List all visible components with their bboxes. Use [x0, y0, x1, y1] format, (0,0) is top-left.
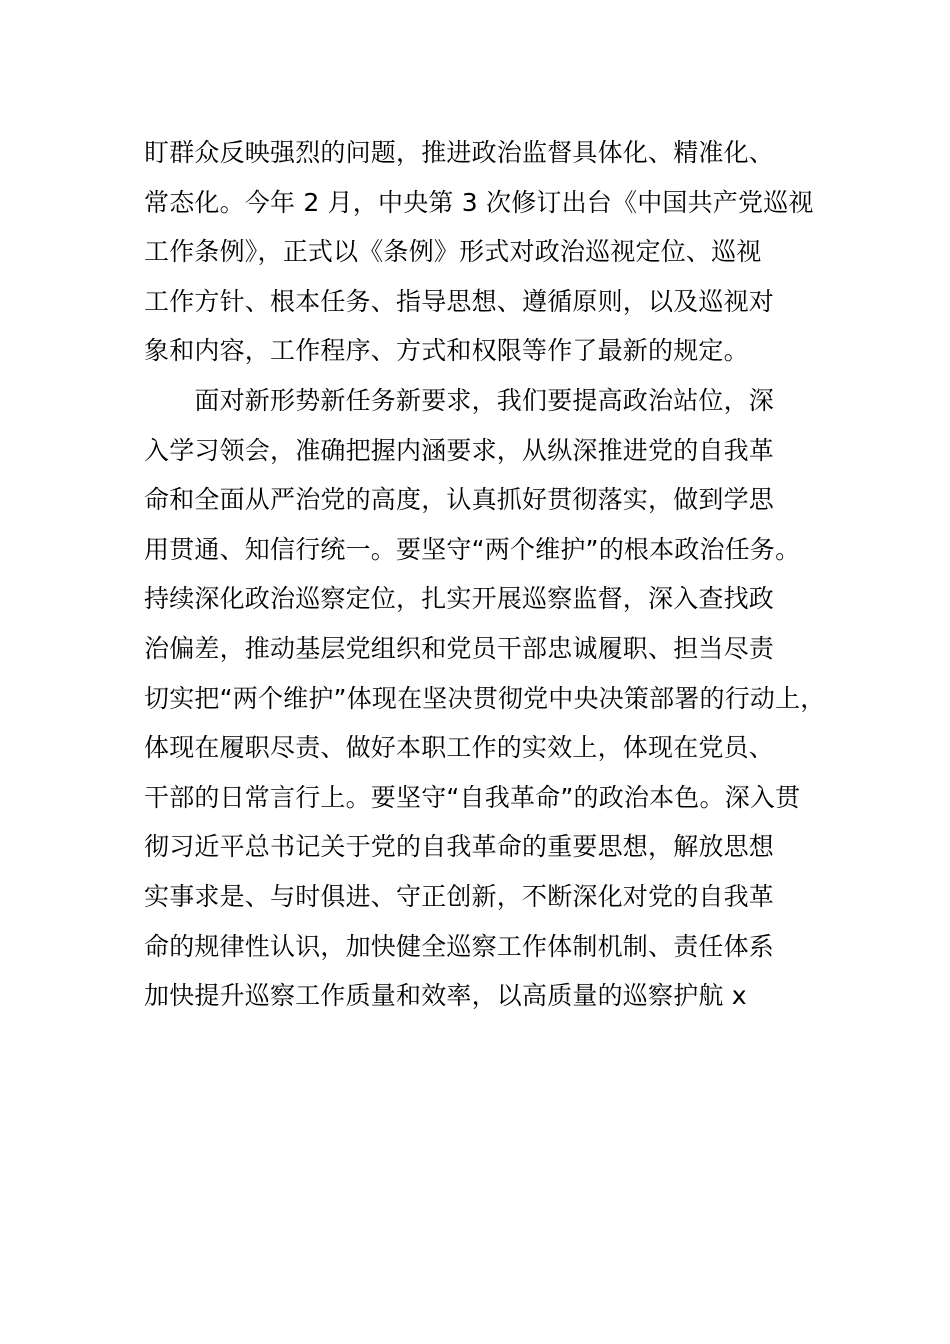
text-line: 实事求是、与时俱进、守正创新，不断深化对党的自我革 — [144, 881, 775, 911]
text-line: 常态化。今年 2 月，中央第 3 次修订出台《中国共产党巡视 — [144, 187, 814, 217]
text-line: 干部的日常言行上。要坚守“自我革命”的政治本色。深入贯 — [144, 782, 801, 812]
text-line: 面对新形势新任务新要求，我们要提高政治站位，深 — [144, 385, 775, 415]
text-line: 象和内容，工作程序、方式和权限等作了最新的规定。 — [144, 336, 749, 366]
text-line: 加快提升巡察工作质量和效率，以高质量的巡察护航 x — [144, 981, 747, 1011]
text-line: 持续深化政治巡察定位，扎实开展巡察监督，深入查找政 — [144, 584, 775, 614]
body-text — [144, 128, 844, 1021]
text-line: 切实把“两个维护”体现在坚决贯彻党中央决策部署的行动上， — [144, 683, 826, 713]
text-line: 入学习领会，准确把握内涵要求，从纵深推进党的自我革 — [144, 435, 775, 465]
text-line: 彻习近平总书记关于党的自我革命的重要思想，解放思想 — [144, 832, 775, 862]
text-line: 工作条例》，正式以《条例》形式对政治巡视定位、巡视 — [144, 237, 762, 267]
text-line: 治偏差，推动基层党组织和党员干部忠诚履职、担当尽责 — [144, 633, 775, 663]
text-line: 工作方针、根本任务、指导思想、遵循原则，以及巡视对 — [144, 286, 775, 316]
text-line: 命的规律性认识，加快健全巡察工作体制机制、责任体系 — [144, 931, 775, 961]
text-line: 体现在履职尽责、做好本职工作的实效上，体现在党员、 — [144, 733, 775, 763]
text-line: 命和全面从严治党的高度，认真抓好贯彻落实，做到学思 — [144, 485, 775, 515]
text-line: 盯群众反映强烈的问题，推进政治监督具体化、精准化、 — [144, 138, 775, 167]
text-line: 用贯通、知信行统一。要坚守“两个维护”的根本政治任务。 — [144, 534, 801, 564]
